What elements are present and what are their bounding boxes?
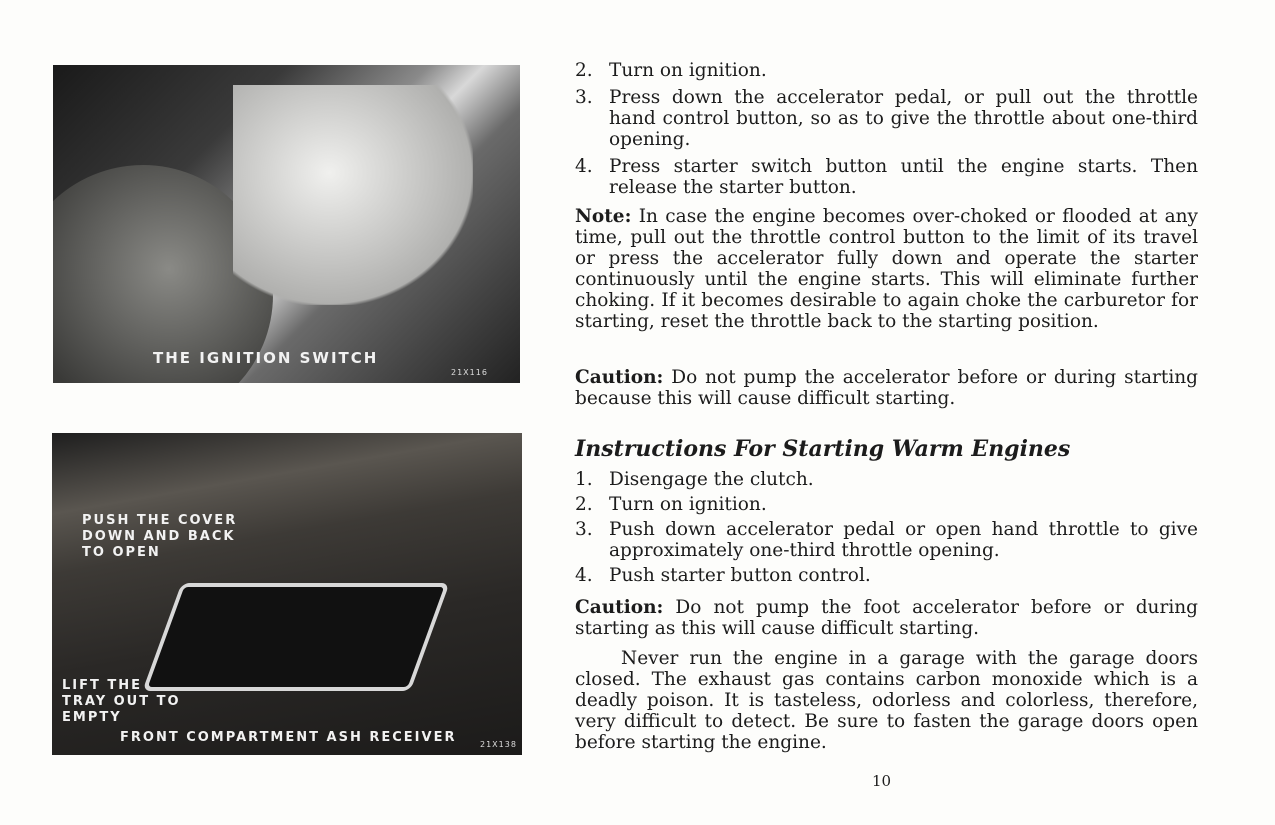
list-item xyxy=(575,469,1198,490)
item-text: Push down accelerator pedal or open hand throttle to give approximately one-third throttle opening. xyxy=(609,519,1198,561)
carbon-monoxide-warning: Never run the engine in a garage with the garage doors closed. The exhaust gas contains carbon monoxide which is a deadly poison. It is tasteless, odorless and colorless, therefore, very difficult to detect. Be sure to fasten the garage doors open before starting the engine. xyxy=(575,648,1198,753)
list-item xyxy=(575,60,1198,81)
figure-caption: FRONT COMPARTMENT ASH RECEIVER xyxy=(120,730,457,745)
item-text: Push starter button control. xyxy=(609,565,871,586)
item-text: Disengage the clutch. xyxy=(609,469,814,490)
caution-label: Caution: xyxy=(575,367,664,388)
page-number: 10 xyxy=(872,772,892,790)
ignition-switch-photo xyxy=(53,65,520,383)
cold-steps-list xyxy=(575,60,1198,198)
warm-steps-list xyxy=(575,469,1198,586)
list-item xyxy=(575,565,1198,586)
item-number: 2. xyxy=(575,60,593,81)
item-text: Press down the accelerator pedal, or pull out the throttle hand control button, so as to give the throttle about one-third opening. xyxy=(609,87,1198,150)
list-item xyxy=(575,156,1198,198)
hand-shape xyxy=(233,85,473,305)
callout-lift-tray: LIFT THE TRAY OUT TO EMPTY xyxy=(62,678,181,725)
ash-receiver-photo xyxy=(52,433,522,755)
callout-push-cover: PUSH THE COVER DOWN AND BACK TO OPEN xyxy=(82,513,238,560)
item-text: Press starter switch button until the engine starts. Then release the starter button. xyxy=(609,156,1198,198)
caution-text: Do not pump the foot accelerator before or during starting as this will cause difficult starting. xyxy=(575,597,1198,639)
list-item xyxy=(575,494,1198,515)
item-number: 4. xyxy=(575,565,593,586)
caution-text: Do not pump the accelerator before or during starting because this will cause difficult starting. xyxy=(575,367,1198,409)
list-item xyxy=(575,87,1198,150)
note-text: In case the engine becomes over-choked or flooded at any time, pull out the throttle control button to the limit of its travel or press the accelerator fully down and operate the starter continuously until the engine starts. This will eliminate further choking. If it becomes desirable to again choke the carburetor for starting, reset the throttle back to the starting position. xyxy=(575,206,1198,332)
item-number: 2. xyxy=(575,494,593,515)
figure-caption: THE IGNITION SWITCH xyxy=(153,349,379,367)
figure-code: 21X116 xyxy=(451,368,488,377)
item-number: 4. xyxy=(575,156,593,177)
item-text: Turn on ignition. xyxy=(609,60,767,81)
item-number: 3. xyxy=(575,519,593,540)
note-label: Note: xyxy=(575,206,632,227)
caution-label: Caution: xyxy=(575,597,664,618)
list-item xyxy=(575,519,1198,561)
caution-paragraph xyxy=(575,597,1198,639)
item-number: 1. xyxy=(575,469,593,490)
caution-paragraph xyxy=(575,367,1198,409)
figure-code: 21X138 xyxy=(480,740,517,749)
item-text: Turn on ignition. xyxy=(609,494,767,515)
item-number: 3. xyxy=(575,87,593,108)
note-paragraph xyxy=(575,206,1198,332)
section-heading: Instructions For Starting Warm Engines xyxy=(575,436,1071,462)
ash-tray-shape xyxy=(142,583,449,691)
